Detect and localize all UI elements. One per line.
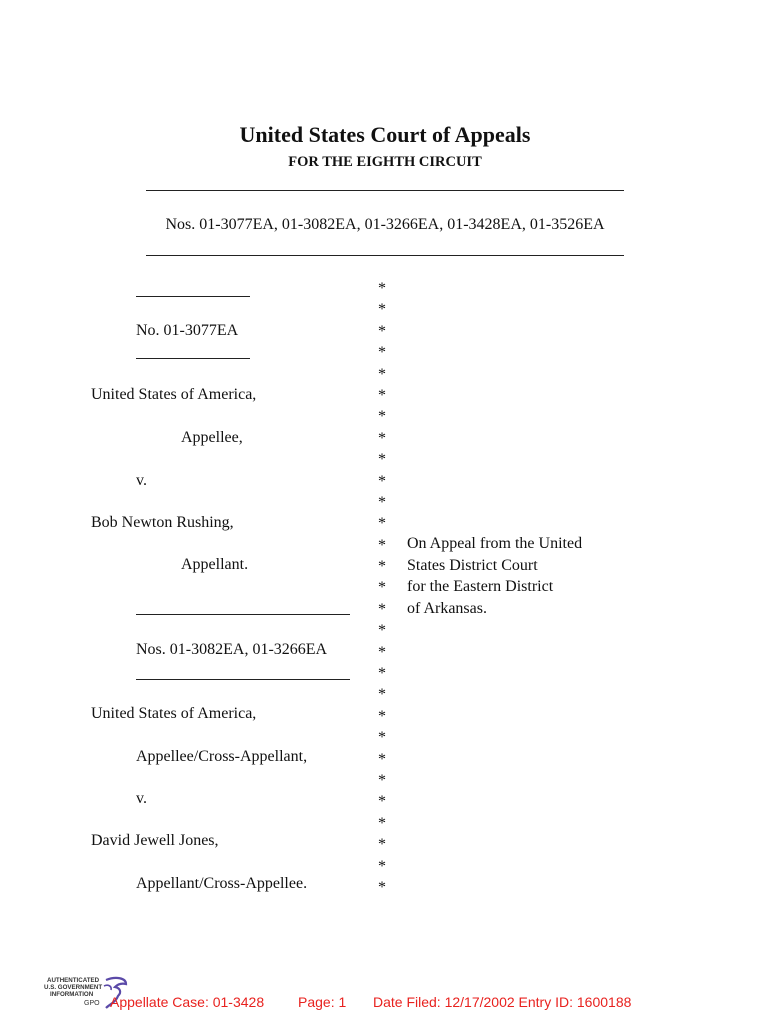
case1-rule-top (136, 296, 250, 297)
logo-line2: U.S. GOVERNMENT (44, 984, 103, 991)
appeal-line: for the Eastern District (407, 578, 554, 595)
caption-star: * (378, 793, 386, 811)
caption-star: * (378, 472, 386, 490)
caption-star: * (378, 665, 386, 683)
case1-plaintiff-role: Appellee, (181, 429, 243, 446)
case2-plaintiff: United States of America, (91, 705, 257, 722)
case2-defendant-role: Appellant/Cross-Appellee. (136, 875, 308, 892)
caption-star: * (378, 600, 386, 618)
footer-page: Page: 1 (298, 994, 347, 1010)
appeal-line: States District Court (407, 556, 538, 574)
caption-star: * (378, 280, 386, 297)
caption-star: * (378, 322, 386, 340)
caption-star: * (378, 643, 386, 661)
caption-star: * (378, 857, 386, 875)
case1-defendant: Bob Newton Rushing, (91, 514, 234, 531)
caption-star: * (378, 408, 386, 426)
logo-line1: AUTHENTICATED (47, 977, 100, 984)
case1-versus: v. (136, 472, 147, 489)
caption-star: * (378, 579, 386, 597)
caption-star: * (378, 365, 386, 383)
case-numbers: Nos. 01-3077EA, 01-3082EA, 01-3266EA, 01-3428EA, 01-3526EA (165, 216, 605, 233)
case1-number: No. 01-3077EA (136, 322, 239, 339)
case1-plaintiff: United States of America, (91, 386, 257, 403)
case2-number: Nos. 01-3082EA, 01-3266EA (136, 641, 328, 658)
footer-case: Appellate Case: 01-3428 (110, 994, 265, 1010)
caption-star: * (378, 536, 386, 554)
case2-rule-bottom (136, 679, 350, 680)
caption-star: * (378, 493, 386, 511)
caption-star: * (378, 771, 386, 789)
appeal-statement (407, 533, 582, 619)
caption-star: * (378, 836, 386, 854)
logo-gpo: GPO (84, 1000, 100, 1007)
caption-star: * (378, 515, 386, 533)
case2-defendant: David Jewell Jones, (91, 832, 219, 849)
caption-star: * (378, 729, 386, 747)
caption-star: * (378, 344, 386, 362)
caption-star-column (378, 278, 386, 898)
case1-rule-bottom (136, 358, 250, 359)
caption-star: * (378, 750, 386, 768)
circuit-subtitle: FOR THE EIGHTH CIRCUIT (288, 154, 482, 170)
caption-star: * (378, 814, 386, 832)
case2-plaintiff-role: Appellee/Cross-Appellant, (136, 748, 308, 765)
court-title: United States Court of Appeals (239, 122, 531, 147)
caption-star: * (378, 301, 386, 319)
caption-star: * (378, 386, 386, 404)
case1-defendant-role: Appellant. (181, 556, 249, 573)
case2-rule-top (136, 614, 350, 615)
header-rule-top (146, 190, 624, 191)
logo-line3: INFORMATION (50, 991, 94, 998)
caption-star: * (378, 878, 386, 896)
footer-date-filed: Date Filed: 12/17/2002 Entry ID: 1600188 (373, 994, 632, 1010)
appeal-line: of Arkansas. (407, 599, 487, 617)
caption-star: * (378, 707, 386, 725)
appeal-line: On Appeal from the United (407, 535, 583, 552)
caption-star: * (378, 686, 386, 704)
caption-star: * (378, 429, 386, 447)
caption-star: * (378, 558, 386, 576)
header-rule-bottom (146, 255, 624, 256)
caption-star: * (378, 622, 386, 640)
caption-star: * (378, 451, 386, 469)
case2-versus: v. (136, 790, 147, 807)
